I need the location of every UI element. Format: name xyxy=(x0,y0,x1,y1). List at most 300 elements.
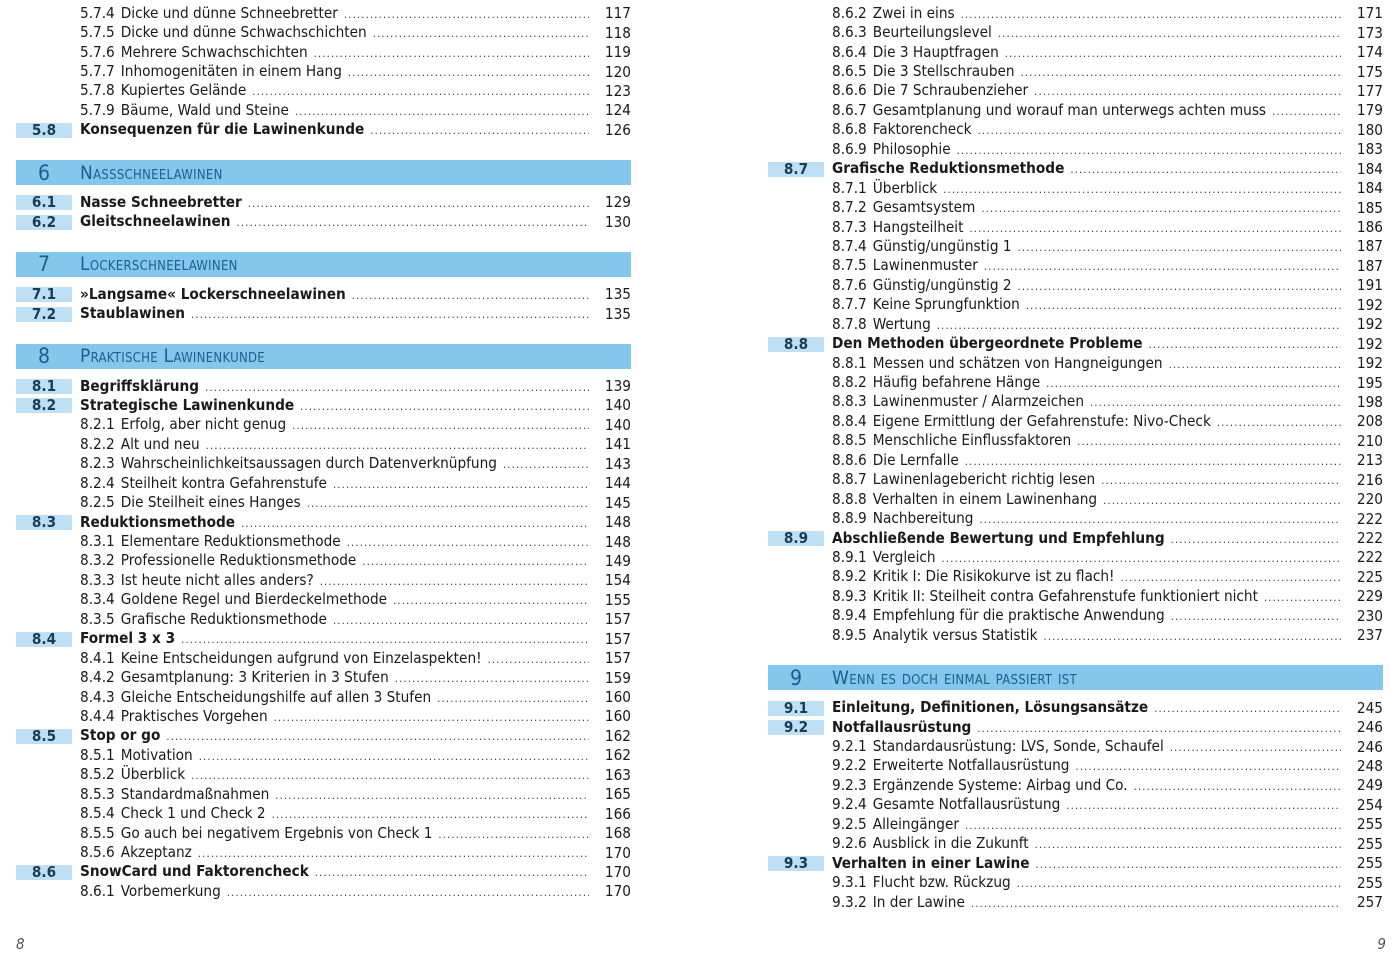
dot-leader xyxy=(984,257,1341,276)
entry-page-number: 124 xyxy=(604,101,631,120)
entry-page-number: 135 xyxy=(604,285,631,304)
subsection-number: 9.2.3 xyxy=(832,775,867,794)
subsection-number: 8.4.3 xyxy=(80,687,115,706)
dot-leader xyxy=(191,766,589,785)
toc-subsection-entry[interactable] xyxy=(16,688,631,707)
entry-title: Konsequenzen für die Lawinenkunde xyxy=(80,120,365,139)
toc-subsection-entry[interactable] xyxy=(768,893,1383,912)
section-number-box xyxy=(768,720,824,735)
entry-page-number: 255 xyxy=(1356,815,1383,834)
section-number-box xyxy=(768,159,824,178)
toc-subsection-entry[interactable] xyxy=(768,257,1383,276)
toc-subsection-entry[interactable] xyxy=(768,101,1383,120)
toc-subsection-entry[interactable] xyxy=(768,737,1383,756)
dot-leader xyxy=(1005,44,1341,63)
entry-page-number: 177 xyxy=(1356,81,1383,100)
toc-subsection-entry[interactable] xyxy=(768,432,1383,451)
entry-page-number: 145 xyxy=(604,493,631,512)
toc-subsection-entry[interactable] xyxy=(16,493,631,512)
entry-title: Ausblick in die Zukunft xyxy=(872,834,1029,853)
entry-title: Keine Sprungfunktion xyxy=(872,295,1020,314)
subsection-number: 8.6.7 xyxy=(832,100,867,119)
toc-subsection-entry[interactable] xyxy=(16,882,631,901)
entry-page-number: 170 xyxy=(604,862,631,881)
entry-title-wrap xyxy=(80,668,595,688)
entry-title-wrap xyxy=(832,431,1347,451)
entry-page-number: 222 xyxy=(1356,548,1383,567)
section-number-box xyxy=(16,573,72,588)
entry-title-wrap xyxy=(80,377,595,397)
toc-subsection-entry[interactable] xyxy=(16,43,631,62)
entry-title: Notfallausrüstung xyxy=(832,717,972,736)
toc-section-entry[interactable] xyxy=(16,630,631,649)
toc-subsection-entry[interactable] xyxy=(768,796,1383,815)
toc-subsection-entry[interactable] xyxy=(768,451,1383,470)
section-number-box xyxy=(768,512,824,527)
entry-title: Elementare Reduktionsmethode xyxy=(120,532,341,551)
entry-title: Dicke und dünne Schneebretter xyxy=(120,3,338,22)
entry-page-number: 165 xyxy=(604,785,631,804)
toc-subsection-entry[interactable] xyxy=(768,4,1383,23)
section-number: 6.2 xyxy=(31,212,57,231)
toc-subsection-entry[interactable] xyxy=(16,82,631,101)
entry-title: Eigene Ermittlung der Gefahrenstufe: Nivo-Check xyxy=(872,411,1211,430)
subsection-number: 5.7.5 xyxy=(80,23,115,42)
toc-section-entry[interactable] xyxy=(16,396,631,415)
entry-title-wrap xyxy=(80,23,595,43)
toc-section-entry[interactable] xyxy=(16,863,631,882)
entry-title: Die Steilheit eines Hanges xyxy=(120,493,301,512)
entry-title-wrap xyxy=(832,795,1347,815)
toc-subsection-entry[interactable] xyxy=(768,776,1383,795)
toc-subsection-entry[interactable] xyxy=(16,804,631,823)
toc-section-entry[interactable] xyxy=(768,529,1383,548)
section-number-box xyxy=(16,398,72,413)
entry-title-wrap xyxy=(80,285,595,305)
entry-title-wrap xyxy=(832,43,1347,63)
subsection-number: 8.6.5 xyxy=(832,62,867,81)
subsection-number: 8.8.9 xyxy=(832,509,867,528)
entry-title-wrap xyxy=(832,4,1347,24)
dot-leader xyxy=(352,286,589,305)
toc-section-entry[interactable] xyxy=(16,193,631,212)
section-number-box xyxy=(16,535,72,550)
page-number-right: 9 xyxy=(1377,935,1386,953)
toc-subsection-entry[interactable] xyxy=(768,121,1383,140)
section-number-box xyxy=(16,846,72,861)
dot-leader xyxy=(237,213,589,232)
toc-subsection-entry[interactable] xyxy=(16,591,631,610)
entry-title-wrap xyxy=(832,776,1347,796)
entry-title: Akzeptanz xyxy=(120,843,192,862)
dot-leader xyxy=(971,894,1341,913)
section-number-box xyxy=(768,298,824,313)
entry-title: Messen und schätzen von Hangneigungen xyxy=(872,353,1163,372)
chapter-heading[interactable] xyxy=(16,344,631,369)
entry-title: Nasse Schneebretter xyxy=(80,192,242,211)
section-number-box xyxy=(16,593,72,608)
entry-page-number: 123 xyxy=(604,81,631,100)
entry-page-number: 117 xyxy=(604,4,631,23)
dot-leader xyxy=(205,378,589,397)
entry-title-wrap xyxy=(832,548,1347,568)
entry-page-number: 180 xyxy=(1356,120,1383,139)
subsection-number: 8.8.3 xyxy=(832,392,867,411)
dot-leader xyxy=(248,194,589,213)
entry-title: Stop or go xyxy=(80,726,161,745)
entry-title-wrap xyxy=(832,834,1347,854)
subsection-number: 8.7.5 xyxy=(832,256,867,275)
entry-title-wrap xyxy=(80,804,595,824)
entry-page-number: 255 xyxy=(1356,854,1383,873)
toc-subsection-entry[interactable] xyxy=(16,824,631,843)
subsection-number: 8.8.2 xyxy=(832,373,867,392)
dot-leader xyxy=(295,102,589,121)
entry-title: Günstig/ungünstig 1 xyxy=(872,236,1012,255)
subsection-number: 8.5.1 xyxy=(80,745,115,764)
dot-leader xyxy=(937,316,1341,335)
section-number-box xyxy=(768,65,824,80)
toc-subsection-entry[interactable] xyxy=(16,416,631,435)
section-number-box xyxy=(768,895,824,910)
section-number: 8.5 xyxy=(31,726,57,745)
dot-leader xyxy=(1077,432,1341,451)
toc-section-entry[interactable] xyxy=(16,285,631,304)
toc-subsection-entry[interactable] xyxy=(768,23,1383,42)
toc-subsection-entry[interactable] xyxy=(16,785,631,804)
entry-title: Faktorencheck xyxy=(872,120,972,139)
entry-page-number: 185 xyxy=(1356,198,1383,217)
section-number: 9.3 xyxy=(783,854,809,873)
toc-subsection-entry[interactable] xyxy=(16,4,631,23)
toc-subsection-entry[interactable] xyxy=(768,568,1383,587)
toc-section-entry[interactable] xyxy=(768,698,1383,717)
toc-section-entry[interactable] xyxy=(16,304,631,323)
section-number-box xyxy=(768,395,824,410)
toc-subsection-entry[interactable] xyxy=(768,490,1383,509)
dot-leader xyxy=(252,82,589,101)
subsection-number: 8.5.2 xyxy=(80,765,115,784)
entry-title-wrap xyxy=(832,412,1347,432)
dot-leader xyxy=(998,24,1341,43)
section-number-box xyxy=(768,376,824,391)
toc-subsection-entry[interactable] xyxy=(768,757,1383,776)
toc-subsection-entry[interactable] xyxy=(16,766,631,785)
toc-subsection-entry[interactable] xyxy=(16,610,631,629)
toc-subsection-entry[interactable] xyxy=(768,218,1383,237)
entry-page-number: 140 xyxy=(604,396,631,415)
toc-subsection-entry[interactable] xyxy=(16,435,631,454)
entry-title-wrap xyxy=(832,451,1347,471)
section-number: 8.1 xyxy=(31,377,57,396)
chapter-number: 9 xyxy=(789,665,803,690)
entry-page-number: 255 xyxy=(1356,834,1383,853)
entry-title: Gesamtplanung und worauf man unterwegs achten muss xyxy=(872,100,1267,119)
section-number-box xyxy=(768,837,824,852)
dot-leader xyxy=(1103,491,1341,510)
entry-title: In der Lawine xyxy=(872,892,965,911)
entry-page-number: 208 xyxy=(1356,412,1383,431)
section-number-box xyxy=(16,212,72,231)
toc-subsection-entry[interactable] xyxy=(16,649,631,668)
entry-page-number: 192 xyxy=(1356,354,1383,373)
section-number-box xyxy=(768,181,824,196)
entry-title-wrap xyxy=(832,120,1347,140)
dot-leader xyxy=(1169,355,1341,374)
toc-subsection-entry[interactable] xyxy=(16,455,631,474)
section-number-box xyxy=(16,496,72,511)
toc-subsection-entry[interactable] xyxy=(768,815,1383,834)
subsection-number: 8.9.5 xyxy=(832,625,867,644)
entry-title: Kritik I: Die Risikokurve ist zu flach! xyxy=(872,567,1115,586)
entry-title: Häufig befahrene Hänge xyxy=(872,373,1041,392)
toc-subsection-entry[interactable] xyxy=(16,843,631,862)
section-number-box xyxy=(768,239,824,254)
entry-title-wrap xyxy=(80,882,595,902)
entry-title: Wertung xyxy=(872,314,931,333)
section-number-box xyxy=(16,476,72,491)
toc-subsection-entry[interactable] xyxy=(768,198,1383,217)
toc-subsection-entry[interactable] xyxy=(768,276,1383,295)
entry-page-number: 248 xyxy=(1356,756,1383,775)
entry-page-number: 192 xyxy=(1356,295,1383,314)
toc-section-entry[interactable] xyxy=(16,213,631,232)
section-number-box xyxy=(768,628,824,643)
entry-title-wrap xyxy=(80,43,595,63)
entry-title-wrap xyxy=(832,276,1347,296)
chapter-heading[interactable] xyxy=(16,160,631,185)
toc-subsection-entry[interactable] xyxy=(768,412,1383,431)
entry-title-wrap xyxy=(80,396,595,416)
section-number-box xyxy=(16,768,72,783)
section-number-box xyxy=(16,457,72,472)
entry-title: SnowCard und Faktorencheck xyxy=(80,862,309,881)
entry-page-number: 148 xyxy=(604,532,631,551)
entry-title: Praktisches Vorgehen xyxy=(120,706,268,725)
toc-subsection-entry[interactable] xyxy=(16,707,631,726)
subsection-number: 8.6.4 xyxy=(832,42,867,61)
entry-title: Begriffsklärung xyxy=(80,376,200,395)
dot-leader xyxy=(344,5,589,24)
toc-subsection-entry[interactable] xyxy=(768,373,1383,392)
entry-title: Lawinenmuster xyxy=(872,256,978,275)
toc-subsection-entry[interactable] xyxy=(768,140,1383,159)
entry-page-number: 154 xyxy=(604,571,631,590)
toc-subsection-entry[interactable] xyxy=(16,101,631,120)
entry-title-wrap xyxy=(832,626,1347,646)
section-number-box xyxy=(16,862,72,881)
toc-subsection-entry[interactable] xyxy=(16,571,631,590)
toc-subsection-entry[interactable] xyxy=(768,471,1383,490)
toc-subsection-entry[interactable] xyxy=(768,62,1383,81)
entry-title-wrap xyxy=(80,62,595,82)
entry-title-wrap xyxy=(832,334,1347,354)
entry-page-number: 184 xyxy=(1356,159,1383,178)
section-number-box xyxy=(768,278,824,293)
entry-page-number: 119 xyxy=(604,43,631,62)
subsection-number: 8.5.3 xyxy=(80,784,115,803)
section-number-box xyxy=(768,317,824,332)
toc-subsection-entry[interactable] xyxy=(768,587,1383,606)
entry-title-wrap xyxy=(80,513,595,533)
subsection-number: 8.7.4 xyxy=(832,236,867,255)
entry-title: Hangsteilheit xyxy=(872,217,964,236)
entry-title-wrap xyxy=(832,315,1347,335)
subsection-number: 8.7.8 xyxy=(832,314,867,333)
toc-subsection-entry[interactable] xyxy=(16,23,631,42)
dot-leader xyxy=(272,805,589,824)
dot-leader xyxy=(1217,413,1341,432)
toc-section-entry[interactable] xyxy=(16,727,631,746)
dot-leader xyxy=(314,44,589,63)
dot-leader xyxy=(347,533,589,552)
entry-title-wrap xyxy=(80,785,595,805)
dot-leader xyxy=(1149,335,1341,354)
toc-subsection-entry[interactable] xyxy=(768,393,1383,412)
entry-page-number: 254 xyxy=(1356,795,1383,814)
toc-section-entry[interactable] xyxy=(768,854,1383,873)
chapter-title: Praktische Lawinenkunde xyxy=(80,345,265,368)
entry-title: Die 3 Hauptfragen xyxy=(872,42,999,61)
chapter-heading[interactable] xyxy=(768,665,1383,690)
toc-subsection-entry[interactable] xyxy=(768,179,1383,198)
dot-leader xyxy=(292,416,589,435)
subsection-number: 8.6.2 xyxy=(832,3,867,22)
entry-page-number: 195 xyxy=(1356,373,1383,392)
entry-title-wrap xyxy=(832,490,1347,510)
toc-subsection-entry[interactable] xyxy=(16,668,631,687)
toc-subsection-entry[interactable] xyxy=(768,237,1383,256)
dot-leader xyxy=(362,552,589,571)
toc-subsection-entry[interactable] xyxy=(768,43,1383,62)
entry-title: Analytik versus Statistik xyxy=(872,625,1038,644)
section-number-box xyxy=(768,759,824,774)
entry-title-wrap xyxy=(832,567,1347,587)
entry-title-wrap xyxy=(80,688,595,708)
entry-title: Überblick xyxy=(120,765,186,784)
entry-page-number: 179 xyxy=(1356,101,1383,120)
entry-page-number: 157 xyxy=(604,629,631,648)
entry-title: Abschließende Bewertung und Empfehlung xyxy=(832,528,1165,547)
section-number-box xyxy=(16,120,72,139)
entry-page-number: 246 xyxy=(1356,737,1383,756)
entry-title-wrap xyxy=(832,159,1347,179)
entry-page-number: 187 xyxy=(1356,237,1383,256)
entry-title-wrap xyxy=(80,746,595,766)
section-number-box xyxy=(768,142,824,157)
toc-subsection-entry[interactable] xyxy=(768,548,1383,567)
toc-section-entry[interactable] xyxy=(16,513,631,532)
toc-subsection-entry[interactable] xyxy=(768,835,1383,854)
toc-column-right xyxy=(768,4,1383,912)
entry-title: Die 3 Stellschrauben xyxy=(872,62,1015,81)
entry-page-number: 140 xyxy=(604,415,631,434)
dot-leader xyxy=(300,397,589,416)
dot-leader xyxy=(981,199,1341,218)
chapter-number: 6 xyxy=(37,160,51,185)
dot-leader xyxy=(1046,374,1341,393)
subsection-number: 5.7.7 xyxy=(80,62,115,81)
toc-subsection-entry[interactable] xyxy=(768,509,1383,528)
dot-leader xyxy=(333,475,589,494)
dot-leader xyxy=(1018,238,1341,257)
entry-page-number: 210 xyxy=(1356,431,1383,450)
section-number-box xyxy=(16,826,72,841)
toc-subsection-entry[interactable] xyxy=(768,296,1383,315)
entry-page-number: 141 xyxy=(604,435,631,454)
toc-section-entry[interactable] xyxy=(768,334,1383,353)
section-number-box xyxy=(768,856,824,871)
section-number-box xyxy=(768,492,824,507)
entry-page-number: 143 xyxy=(604,454,631,473)
toc-subsection-entry[interactable] xyxy=(768,354,1383,373)
toc-section-entry[interactable] xyxy=(16,121,631,140)
entry-title: Motivation xyxy=(120,745,193,764)
subsection-number: 5.7.4 xyxy=(80,3,115,22)
toc-subsection-entry[interactable] xyxy=(768,82,1383,101)
entry-page-number: 157 xyxy=(604,649,631,668)
toc-section-entry[interactable] xyxy=(768,718,1383,737)
entry-title-wrap xyxy=(832,606,1347,626)
section-number: 8.7 xyxy=(783,159,809,178)
toc-subsection-entry[interactable] xyxy=(16,552,631,571)
toc-section-entry[interactable] xyxy=(768,160,1383,179)
entry-title-wrap xyxy=(832,198,1347,218)
entry-title-wrap xyxy=(80,493,595,513)
entry-page-number: 135 xyxy=(604,304,631,323)
subsection-number: 9.2.2 xyxy=(832,756,867,775)
dot-leader xyxy=(1034,82,1341,101)
dot-leader xyxy=(198,844,589,863)
entry-title-wrap xyxy=(832,718,1347,738)
subsection-number: 8.7.2 xyxy=(832,198,867,217)
dot-leader xyxy=(274,708,589,727)
entry-page-number: 118 xyxy=(604,23,631,42)
toc-subsection-entry[interactable] xyxy=(768,607,1383,626)
subsection-number: 8.2.4 xyxy=(80,473,115,492)
section-number-box xyxy=(16,45,72,60)
section-number-box xyxy=(16,612,72,627)
section-number-box xyxy=(768,453,824,468)
dot-leader xyxy=(1120,568,1341,587)
toc-subsection-entry[interactable] xyxy=(16,474,631,493)
subsection-number: 8.7.1 xyxy=(832,178,867,197)
toc-section-entry[interactable] xyxy=(16,377,631,396)
entry-page-number: 246 xyxy=(1356,718,1383,737)
entry-title: Erfolg, aber nicht genug xyxy=(120,415,287,434)
toc-subsection-entry[interactable] xyxy=(768,626,1383,645)
entry-title: Die Lernfalle xyxy=(872,450,959,469)
entry-page-number: 149 xyxy=(604,551,631,570)
toc-subsection-entry[interactable] xyxy=(16,746,631,765)
toc-subsection-entry[interactable] xyxy=(768,315,1383,334)
toc-subsection-entry[interactable] xyxy=(16,532,631,551)
dot-leader xyxy=(957,141,1341,160)
section-number: 8.8 xyxy=(783,334,809,353)
entry-title-wrap xyxy=(832,140,1347,160)
toc-subsection-entry[interactable] xyxy=(16,62,631,81)
subsection-number: 8.6.8 xyxy=(832,120,867,139)
entry-title-wrap xyxy=(80,649,595,669)
toc-subsection-entry[interactable] xyxy=(768,873,1383,892)
entry-title: Nachbereitung xyxy=(872,509,974,528)
subsection-number: 8.5.5 xyxy=(80,823,115,842)
chapter-heading[interactable] xyxy=(16,252,631,277)
subsection-number: 8.8.1 xyxy=(832,353,867,372)
section-number-box xyxy=(16,748,72,763)
entry-title: Gleiche Entscheidungshilfe auf allen 3 Stufen xyxy=(120,687,432,706)
section-number-box xyxy=(768,740,824,755)
